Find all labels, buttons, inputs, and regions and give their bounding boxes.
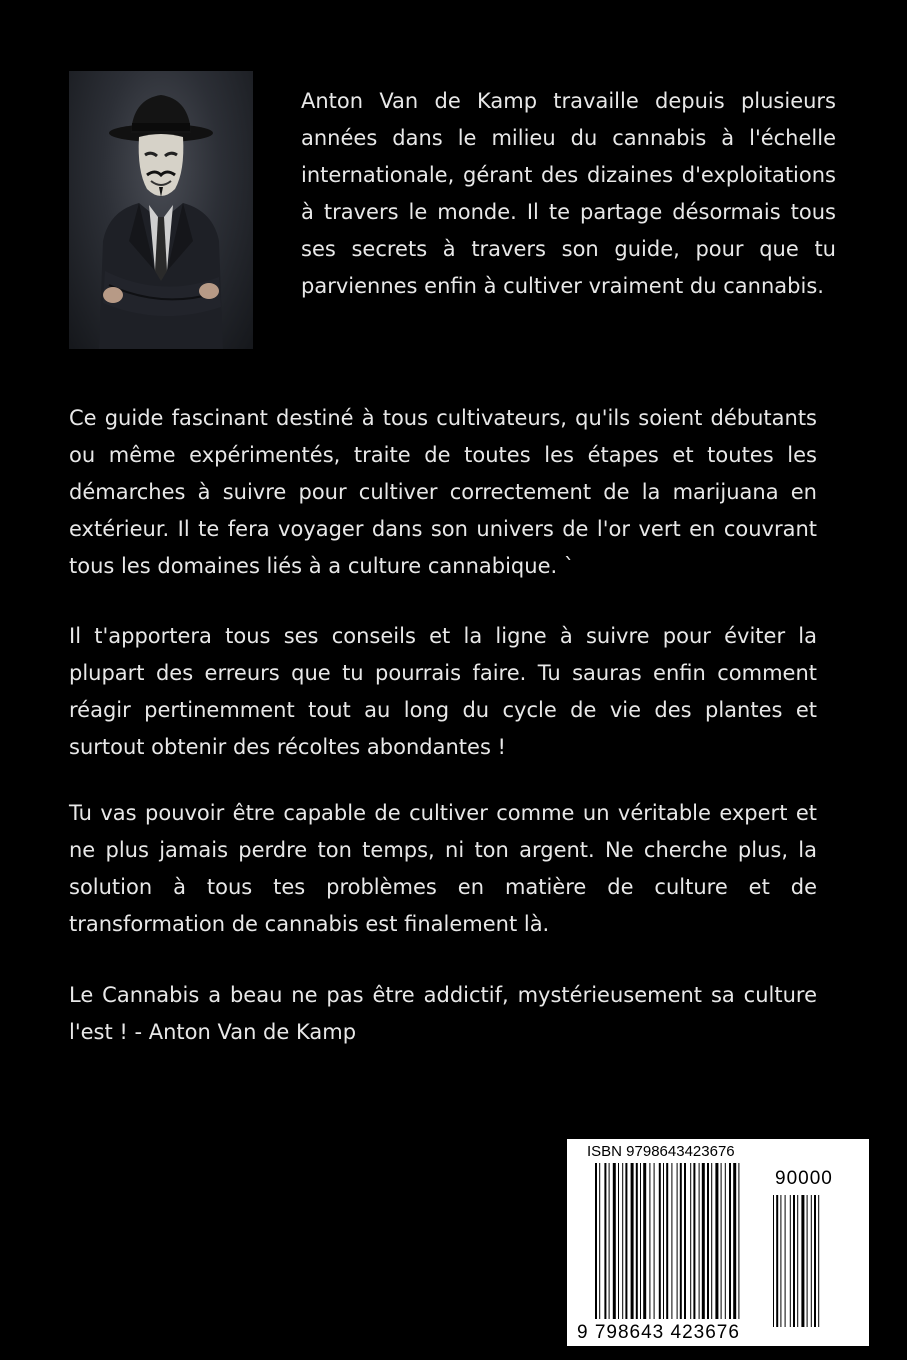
masked-figure-illustration <box>69 71 253 349</box>
isbn-label: ISBN 9798643423676 <box>587 1143 735 1160</box>
price-code: 90000 <box>775 1168 833 1189</box>
isbn-barcode <box>567 1139 869 1346</box>
author-bio-text: Anton Van de Kamp travaille depuis plusieurs années dans le milieu du cannabis à l'échelle internationale, gérant des dizaines d'exploitations à travers le monde. Il te partage désormais tous ses secrets à travers son guide, pour que tu parviennes enfin à cultiver vraiment du cannabis. <box>301 89 836 298</box>
description-paragraph-3: Tu vas pouvoir être capable de cultiver comme un véritable expert et ne plus jamais perdre ton temps, ni ton argent. Ne cherche plus, la solution à tous tes problèmes en matière de culture et de transformation de cannabis est finalement là. <box>69 801 817 936</box>
description-paragraph-2: Il t'apportera tous ses conseils et la ligne à suivre pour éviter la plupart des erreurs que tu pourrais faire. Tu sauras enfin comment réagir pertinemment tout au long du cycle de vie des plantes et surtout obtenir des récoltes abondantes ! <box>69 624 817 759</box>
description-paragraph-1: Ce guide fascinant destiné à tous cultivateurs, qu'ils soient débutants ou même expérimentés, traite de toutes les étapes et toutes les démarches à suivre pour cultiver correctement de la marijuana en extérieur. Il te fera voyager dans son univers de l'or vert en couvrant tous les domaines liés à a culture cannabique. ` <box>69 406 817 578</box>
author-portrait-image <box>69 71 253 349</box>
quote-paragraph: Le Cannabis a beau ne pas être addictif, mystérieusement sa culture l'est ! - Anton Van de Kamp <box>69 983 817 1044</box>
isbn-digits: 9 798643 423676 <box>577 1322 740 1343</box>
